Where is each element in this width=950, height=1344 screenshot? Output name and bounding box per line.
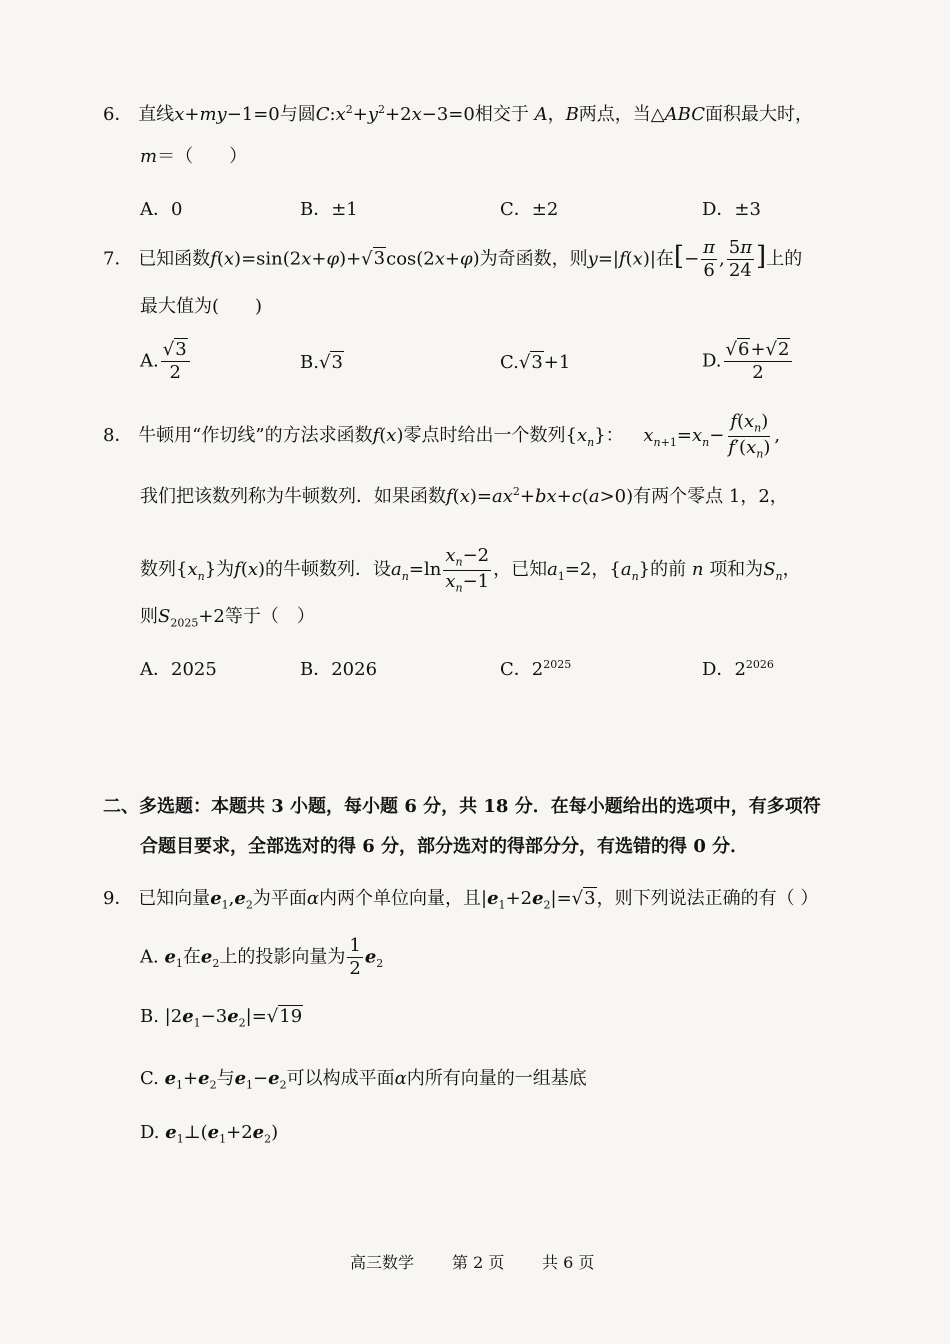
option-label: D. [140, 1122, 160, 1143]
option-label: B. [140, 1006, 159, 1027]
q8-option-b: B．2026 [300, 659, 378, 680]
option-label: D. [702, 350, 722, 372]
q6-option-b: B．±1 [300, 199, 358, 220]
question-number: 6． [103, 104, 133, 125]
section-2-heading-line-2: 合题目要求，全部选对的得 6 分，部分选对的得部分分，有选错的得 0 分． [140, 836, 749, 857]
question-text: 牛顿用“作切线”的方法求函数 [138, 425, 373, 447]
question-text: 上的 [766, 248, 803, 270]
question-7-line-1: 7． 已知函数f(x)=sin(2x+φ)+√3cos(2x+φ)为奇函数，则y=|f(x)|在[− $\frac{\pi}{6}$ , $\frac{5\pi}{24}$ ]上的 [103, 237, 803, 281]
option-label: D． [702, 659, 735, 680]
option-label: A. [140, 350, 159, 372]
exponent: 2026 [745, 658, 774, 671]
question-text: 与圆 [279, 104, 316, 125]
question-text: 我们把该数列称为牛顿数列．如果函数 [140, 486, 446, 507]
question-8-line-1: 8． 牛顿用“作切线”的方法求函数f(x)零点时给出一个数列$\{x_n\}$： $x_{n+1}=x_n-$ $\frac{f(x_n)}{f'(x_n)}$ , [103, 411, 781, 461]
question-text: 等于（ ） [224, 606, 315, 627]
question-text: 为平面 [252, 888, 307, 909]
question-text: 在 [655, 248, 674, 270]
answer-blank: ＝（ ） [157, 146, 248, 167]
footer-subject: 高三数学 [350, 1253, 415, 1272]
q7-option-b: B.√3 [300, 352, 343, 373]
question-text: 的前 [650, 559, 687, 581]
option-label: C. [140, 1068, 159, 1089]
question-8-line-4: 则$S_{2025}+2$等于（ ） [140, 606, 315, 630]
option-text: 上的投影向量为 [219, 946, 346, 968]
question-text: 两点，当 [578, 104, 651, 125]
q7-option-c: C.√3+1 [500, 352, 571, 373]
option-label: A. [140, 946, 159, 968]
math-variable: m [140, 146, 158, 167]
option-label: C． [500, 659, 532, 680]
q9-option-a: A. $e_1$在$e_2$上的投影向量为 $\frac{1}{2}$ $e_2$ [140, 935, 384, 979]
question-text: 则 [140, 606, 158, 627]
q6-option-c: C．±2 [500, 199, 559, 220]
question-number: 7． [103, 248, 133, 270]
question-text: 已知向量 [138, 888, 211, 909]
exponent: 2025 [543, 658, 572, 671]
question-text: 已知函数 [138, 248, 211, 270]
q7-option-a: A. $\frac{√3}{2}$ [140, 340, 192, 383]
q7-option-d: D. $\frac{√6+√2}{2}$ [702, 340, 794, 383]
question-text: 有两个零点 1，2， [633, 486, 788, 507]
question-text: 项和为 [709, 559, 764, 581]
question-text: ，已知 [493, 559, 548, 581]
q9-option-b: B. $|2e_1-3e_2|=√19$ [140, 1006, 303, 1030]
question-number: 8． [103, 425, 133, 447]
question-text: 相交于 [474, 104, 529, 125]
question-text: ，则下列说法正确的有（ ） [596, 888, 819, 909]
footer-page-number: 第 2 页 [452, 1253, 505, 1272]
question-text: 的牛顿数列．设 [265, 559, 392, 581]
q8-option-a: A．2025 [140, 659, 217, 680]
question-number: 9． [103, 888, 133, 909]
question-text: 直线 [138, 104, 175, 125]
question-8-line-2: 我们把该数列称为牛顿数列．如果函数$f(x)=ax^2+bx+c(a>0)$有两个零点 1，2， [140, 485, 788, 507]
option-label: B. [300, 352, 319, 373]
option-label: C. [500, 352, 519, 373]
section-2-heading-line-1: 二、多选题：本题共 3 小题，每小题 6 分，共 18 分．在每小题给出的选项中，有多项符 [103, 796, 821, 817]
question-8-line-3: 数列$\{x_n\}$为f(x)的牛顿数列．设$a_n=\ln$ $\frac{x_n-2}{x_n-1}$ ，已知$a_1=2$，$\{a_n\}$的前 n 项和为$S_n$， [140, 545, 801, 595]
footer-total-pages: 共 6 页 [542, 1253, 595, 1272]
option-text: 内所有向量的一组基底 [406, 1068, 587, 1089]
option-text: 在 [182, 946, 201, 968]
question-7-line-2: 最大值为( ) [140, 296, 263, 317]
option-text: 可以构成平面 [286, 1068, 395, 1089]
q8-option-c: C．$2^{2025}$ [500, 658, 572, 680]
option-text: 与 [216, 1068, 235, 1089]
q8-option-d: D．$2^{2026}$ [702, 658, 774, 680]
question-text: 为奇函数，则 [479, 248, 588, 270]
q6-option-a: A．0 [140, 199, 183, 220]
q9-option-d: D. $e_1\perp(e_1+2e_2)$ [140, 1122, 279, 1146]
q9-option-c: C. $e_1+e_2$与$e_1-e_2$可以构成平面α内所有向量的一组基底 [140, 1068, 587, 1092]
question-9-line-1: 9． 已知向量$e_1,e_2$为平面α内两个单位向量，且$|e_1+2e_2|=√3$，则下列说法正确的有（ ） [103, 888, 819, 912]
question-text: 零点时给出一个数列 [403, 425, 566, 447]
question-text: 为 [216, 559, 235, 581]
question-text: 面积最大时， [704, 104, 813, 125]
question-6-line-2 [140, 148, 247, 166]
question-text: 内两个单位向量，且 [318, 888, 481, 909]
question-text: 数列 [140, 559, 176, 581]
question-6-line-1: 6． 直线x+my−1=0与圆$C:x^2+y^2+2x-3=0$相交于 A，B两点，当△ABC面积最大时， [103, 103, 813, 125]
q6-option-d: D．±3 [702, 199, 761, 220]
